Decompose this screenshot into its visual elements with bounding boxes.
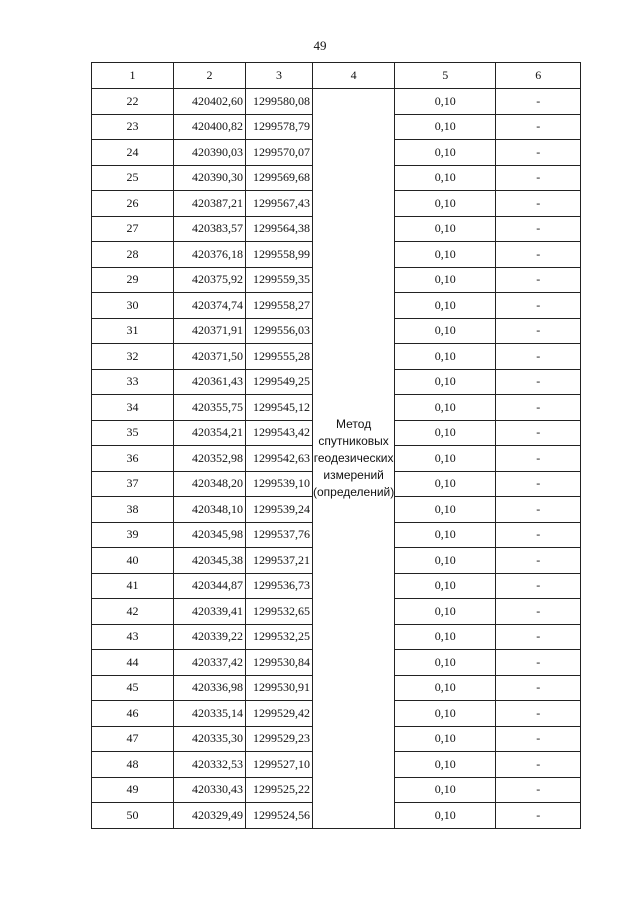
description-cell: - xyxy=(496,369,581,395)
accuracy-cell: 0,10 xyxy=(395,191,496,217)
accuracy-cell: 0,10 xyxy=(395,293,496,319)
y-coordinate-cell: 1299559,35 xyxy=(246,267,313,293)
header-col-3: 3 xyxy=(246,63,313,89)
point-number-cell: 28 xyxy=(92,242,174,268)
accuracy-cell: 0,10 xyxy=(395,114,496,140)
point-number-cell: 29 xyxy=(92,267,174,293)
method-line: (определений) xyxy=(313,484,395,499)
x-coordinate-cell: 420376,18 xyxy=(174,242,246,268)
point-number-cell: 23 xyxy=(92,114,174,140)
accuracy-cell: 0,10 xyxy=(395,548,496,574)
description-cell: - xyxy=(496,344,581,370)
accuracy-cell: 0,10 xyxy=(395,318,496,344)
accuracy-cell: 0,10 xyxy=(395,267,496,293)
y-coordinate-cell: 1299570,07 xyxy=(246,140,313,166)
accuracy-cell: 0,10 xyxy=(395,650,496,676)
x-coordinate-cell: 420348,10 xyxy=(174,497,246,523)
accuracy-cell: 0,10 xyxy=(395,803,496,829)
point-number-cell: 31 xyxy=(92,318,174,344)
x-coordinate-cell: 420390,03 xyxy=(174,140,246,166)
x-coordinate-cell: 420400,82 xyxy=(174,114,246,140)
method-line: спутниковых xyxy=(318,433,389,448)
y-coordinate-cell: 1299537,21 xyxy=(246,548,313,574)
method-line: геодезических xyxy=(313,450,394,465)
coordinates-table xyxy=(91,62,581,829)
x-coordinate-cell: 420402,60 xyxy=(174,89,246,115)
accuracy-cell: 0,10 xyxy=(395,497,496,523)
description-cell: - xyxy=(496,777,581,803)
x-coordinate-cell: 420335,30 xyxy=(174,726,246,752)
y-coordinate-cell: 1299542,63 xyxy=(246,446,313,472)
y-coordinate-cell: 1299530,91 xyxy=(246,675,313,701)
x-coordinate-cell: 420339,41 xyxy=(174,599,246,625)
header-col-6: 6 xyxy=(496,63,581,89)
description-cell: - xyxy=(496,114,581,140)
description-cell: - xyxy=(496,522,581,548)
point-number-cell: 30 xyxy=(92,293,174,319)
accuracy-cell: 0,10 xyxy=(395,216,496,242)
description-cell: - xyxy=(496,624,581,650)
accuracy-cell: 0,10 xyxy=(395,573,496,599)
header-col-4: 4 xyxy=(313,63,395,89)
accuracy-cell: 0,10 xyxy=(395,675,496,701)
y-coordinate-cell: 1299539,10 xyxy=(246,471,313,497)
accuracy-cell: 0,10 xyxy=(395,446,496,472)
description-cell: - xyxy=(496,573,581,599)
description-cell: - xyxy=(496,650,581,676)
x-coordinate-cell: 420348,20 xyxy=(174,471,246,497)
point-number-cell: 39 xyxy=(92,522,174,548)
description-cell: - xyxy=(496,599,581,625)
x-coordinate-cell: 420337,42 xyxy=(174,650,246,676)
x-coordinate-cell: 420329,49 xyxy=(174,803,246,829)
description-cell: - xyxy=(496,216,581,242)
y-coordinate-cell: 1299558,99 xyxy=(246,242,313,268)
x-coordinate-cell: 420352,98 xyxy=(174,446,246,472)
description-cell: - xyxy=(496,89,581,115)
description-cell: - xyxy=(496,446,581,472)
accuracy-cell: 0,10 xyxy=(395,599,496,625)
x-coordinate-cell: 420345,38 xyxy=(174,548,246,574)
y-coordinate-cell: 1299525,22 xyxy=(246,777,313,803)
y-coordinate-cell: 1299549,25 xyxy=(246,369,313,395)
accuracy-cell: 0,10 xyxy=(395,471,496,497)
description-cell: - xyxy=(496,497,581,523)
method-line: Метод xyxy=(336,416,372,431)
x-coordinate-cell: 420371,91 xyxy=(174,318,246,344)
accuracy-cell: 0,10 xyxy=(395,624,496,650)
x-coordinate-cell: 420390,30 xyxy=(174,165,246,191)
method-line: измерений xyxy=(323,467,384,482)
point-number-cell: 42 xyxy=(92,599,174,625)
x-coordinate-cell: 420332,53 xyxy=(174,752,246,778)
description-cell: - xyxy=(496,726,581,752)
description-cell: - xyxy=(496,752,581,778)
point-number-cell: 38 xyxy=(92,497,174,523)
x-coordinate-cell: 420375,92 xyxy=(174,267,246,293)
description-cell: - xyxy=(496,318,581,344)
point-number-cell: 32 xyxy=(92,344,174,370)
y-coordinate-cell: 1299543,42 xyxy=(246,420,313,446)
x-coordinate-cell: 420330,43 xyxy=(174,777,246,803)
y-coordinate-cell: 1299578,79 xyxy=(246,114,313,140)
description-cell: - xyxy=(496,267,581,293)
point-number-cell: 36 xyxy=(92,446,174,472)
description-cell: - xyxy=(496,395,581,421)
y-coordinate-cell: 1299530,84 xyxy=(246,650,313,676)
point-number-cell: 41 xyxy=(92,573,174,599)
description-cell: - xyxy=(496,191,581,217)
accuracy-cell: 0,10 xyxy=(395,89,496,115)
x-coordinate-cell: 420354,21 xyxy=(174,420,246,446)
accuracy-cell: 0,10 xyxy=(395,522,496,548)
x-coordinate-cell: 420336,98 xyxy=(174,675,246,701)
table-body xyxy=(92,89,581,829)
y-coordinate-cell: 1299558,27 xyxy=(246,293,313,319)
accuracy-cell: 0,10 xyxy=(395,165,496,191)
y-coordinate-cell: 1299580,08 xyxy=(246,89,313,115)
description-cell: - xyxy=(496,420,581,446)
description-cell: - xyxy=(496,803,581,829)
y-coordinate-cell: 1299569,68 xyxy=(246,165,313,191)
y-coordinate-cell: 1299545,12 xyxy=(246,395,313,421)
point-number-cell: 45 xyxy=(92,675,174,701)
description-cell: - xyxy=(496,471,581,497)
point-number-cell: 37 xyxy=(92,471,174,497)
description-cell: - xyxy=(496,140,581,166)
point-number-cell: 47 xyxy=(92,726,174,752)
x-coordinate-cell: 420361,43 xyxy=(174,369,246,395)
accuracy-cell: 0,10 xyxy=(395,726,496,752)
header-col-2: 2 xyxy=(174,63,246,89)
y-coordinate-cell: 1299532,25 xyxy=(246,624,313,650)
point-number-cell: 50 xyxy=(92,803,174,829)
accuracy-cell: 0,10 xyxy=(395,344,496,370)
x-coordinate-cell: 420345,98 xyxy=(174,522,246,548)
accuracy-cell: 0,10 xyxy=(395,420,496,446)
point-number-cell: 33 xyxy=(92,369,174,395)
accuracy-cell: 0,10 xyxy=(395,242,496,268)
description-cell: - xyxy=(496,701,581,727)
x-coordinate-cell: 420339,22 xyxy=(174,624,246,650)
accuracy-cell: 0,10 xyxy=(395,777,496,803)
point-number-cell: 34 xyxy=(92,395,174,421)
y-coordinate-cell: 1299567,43 xyxy=(246,191,313,217)
y-coordinate-cell: 1299532,65 xyxy=(246,599,313,625)
point-number-cell: 49 xyxy=(92,777,174,803)
accuracy-cell: 0,10 xyxy=(395,369,496,395)
point-number-cell: 46 xyxy=(92,701,174,727)
description-cell: - xyxy=(496,548,581,574)
y-coordinate-cell: 1299564,38 xyxy=(246,216,313,242)
table-header-row xyxy=(92,63,581,89)
x-coordinate-cell: 420335,14 xyxy=(174,701,246,727)
point-number-cell: 43 xyxy=(92,624,174,650)
header-col-5: 5 xyxy=(395,63,496,89)
description-cell: - xyxy=(496,675,581,701)
y-coordinate-cell: 1299556,03 xyxy=(246,318,313,344)
accuracy-cell: 0,10 xyxy=(395,701,496,727)
point-number-cell: 24 xyxy=(92,140,174,166)
point-number-cell: 48 xyxy=(92,752,174,778)
description-cell: - xyxy=(496,293,581,319)
point-number-cell: 40 xyxy=(92,548,174,574)
y-coordinate-cell: 1299555,28 xyxy=(246,344,313,370)
description-cell: - xyxy=(496,242,581,268)
y-coordinate-cell: 1299527,10 xyxy=(246,752,313,778)
y-coordinate-cell: 1299524,56 xyxy=(246,803,313,829)
accuracy-cell: 0,10 xyxy=(395,752,496,778)
y-coordinate-cell: 1299537,76 xyxy=(246,522,313,548)
point-number-cell: 44 xyxy=(92,650,174,676)
x-coordinate-cell: 420387,21 xyxy=(174,191,246,217)
y-coordinate-cell: 1299539,24 xyxy=(246,497,313,523)
point-number-cell: 22 xyxy=(92,89,174,115)
x-coordinate-cell: 420383,57 xyxy=(174,216,246,242)
point-number-cell: 26 xyxy=(92,191,174,217)
accuracy-cell: 0,10 xyxy=(395,140,496,166)
y-coordinate-cell: 1299529,42 xyxy=(246,701,313,727)
table-row xyxy=(92,89,581,115)
x-coordinate-cell: 420371,50 xyxy=(174,344,246,370)
accuracy-cell: 0,10 xyxy=(395,395,496,421)
x-coordinate-cell: 420344,87 xyxy=(174,573,246,599)
method-cell xyxy=(313,89,395,829)
y-coordinate-cell: 1299536,73 xyxy=(246,573,313,599)
x-coordinate-cell: 420355,75 xyxy=(174,395,246,421)
page-number: 49 xyxy=(313,38,327,53)
point-number-cell: 35 xyxy=(92,420,174,446)
description-cell: - xyxy=(496,165,581,191)
x-coordinate-cell: 420374,74 xyxy=(174,293,246,319)
point-number-cell: 25 xyxy=(92,165,174,191)
y-coordinate-cell: 1299529,23 xyxy=(246,726,313,752)
point-number-cell: 27 xyxy=(92,216,174,242)
header-col-1: 1 xyxy=(92,63,174,89)
